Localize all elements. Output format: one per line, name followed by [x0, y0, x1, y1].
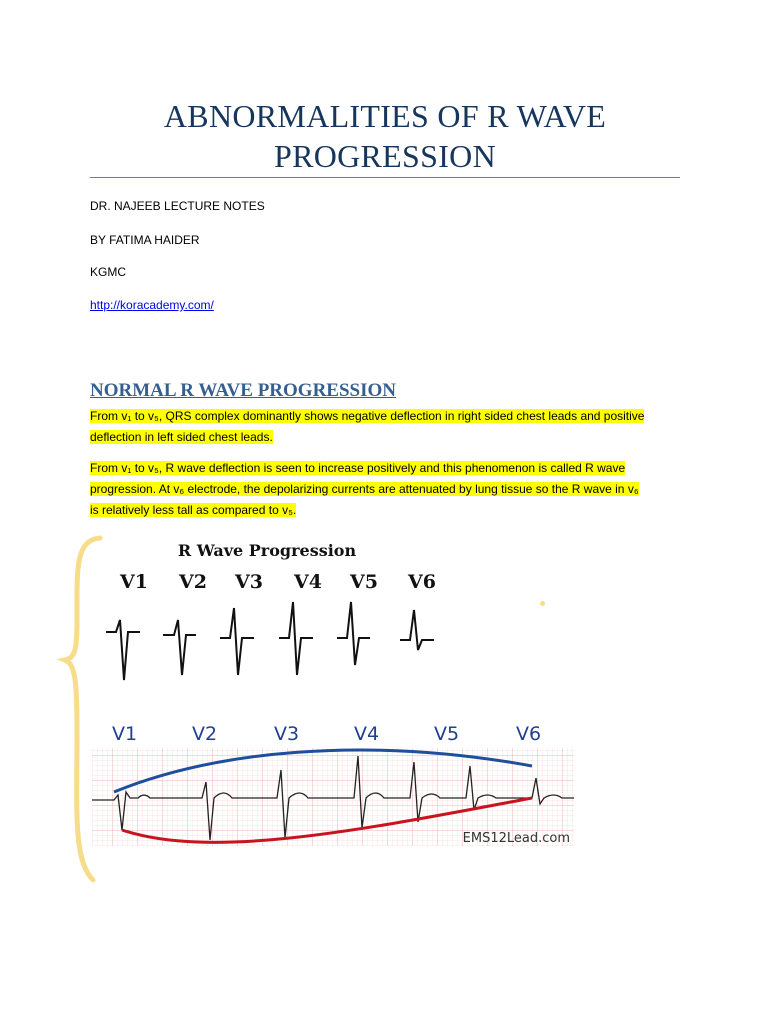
section-heading: NORMAL R WAVE PROGRESSION	[90, 380, 396, 401]
schematic-complex-v3	[220, 608, 254, 675]
bottom-lead-label-v1: V1	[112, 723, 138, 745]
top-lead-label-v3: V3	[235, 571, 263, 593]
schematic-complex-v6	[400, 610, 434, 650]
bottom-lead-label-v3: V3	[274, 723, 300, 745]
schematic-complex-v5	[337, 602, 370, 665]
meta-line-author: BY FATIMA HAIDER	[90, 233, 200, 247]
bottom-lead-label-v5: V5	[434, 723, 460, 745]
bottom-lead-label-v4: V4	[354, 723, 380, 745]
bottom-lead-label-v6: V6	[516, 723, 542, 745]
top-lead-label-v5: V5	[350, 571, 378, 593]
top-lead-label-v4: V4	[294, 571, 322, 593]
figure-watermark: EMS12Lead.com	[462, 831, 570, 846]
schematic-complex-v1	[106, 620, 140, 680]
title-rule	[90, 177, 680, 178]
title-line-1: ABNORMALITIES OF R WAVE	[163, 98, 607, 134]
website-link[interactable]: http://koracademy.com/	[90, 298, 214, 312]
top-lead-label-v2: V2	[179, 571, 207, 593]
paragraph-2	[90, 458, 690, 521]
paragraph-1-line-1: From v₁ to v₅, QRS complex dominantly shows negative deflection in right sided chest leads and positive	[90, 409, 645, 423]
title-line-2: PROGRESSION	[273, 138, 497, 174]
r-wave-figure	[62, 530, 582, 890]
paragraph-2-line-3: is relatively less tall as compared to v₅.	[90, 503, 297, 517]
paragraph-2-line-1: From v₁ to v₅, R wave deflection is seen to increase positively and this phenomenon is called R wave	[90, 461, 626, 475]
paragraph-2-line-2: progression. At v₆ electrode, the depolarizing currents are attenuated by lung tissue so the R wave in v₆	[90, 482, 639, 496]
top-lead-label-v1: V1	[120, 571, 148, 593]
meta-line-institution: KGMC	[90, 265, 126, 279]
schematic-complex-v4	[279, 602, 313, 675]
paragraph-1	[90, 406, 690, 448]
paragraph-1-line-2: deflection in left sided chest leads.	[90, 430, 273, 444]
bottom-lead-label-v2: V2	[192, 723, 218, 745]
document-title	[90, 96, 680, 176]
top-lead-label-v6: V6	[408, 571, 436, 593]
figure-title: R Wave Progression	[177, 541, 357, 560]
schematic-complex-v2	[163, 620, 196, 675]
meta-line-lecture: DR. NAJEEB LECTURE NOTES	[90, 199, 265, 213]
